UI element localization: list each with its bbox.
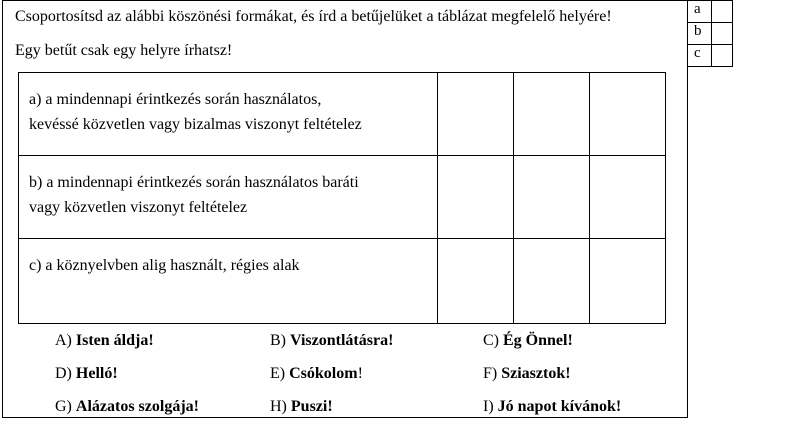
option-c: [483, 331, 573, 351]
score-box[interactable]: [712, 1, 733, 23]
category-text-line: a) a mindennapi érintkezés során használatos,: [29, 91, 322, 108]
score-table: [687, 0, 733, 67]
answer-cell[interactable]: [590, 73, 666, 156]
option-letter: D): [55, 365, 72, 382]
answer-cell[interactable]: [438, 73, 514, 156]
option-text: Csókolom: [289, 365, 358, 382]
instruction-line-1: Csoportosítsd az alábbi köszönési formákat, és írd a betűjelüket a táblázat megfelelő helyére!: [15, 8, 612, 25]
score-box[interactable]: [712, 45, 733, 67]
option-text: Alázatos szolgája!: [75, 398, 199, 415]
option-i: [483, 397, 621, 417]
option-text: Viszontlátásra!: [290, 332, 394, 349]
answer-cell[interactable]: [514, 73, 590, 156]
category-c-description: [19, 239, 438, 324]
category-text-line: c) a köznyelvben alig használt, régies alak: [29, 257, 300, 274]
answer-table: [18, 72, 666, 324]
option-g: [55, 397, 199, 417]
category-text-line: vagy közvetlen viszonyt feltételez: [29, 199, 248, 216]
option-letter: H): [270, 398, 287, 415]
category-b-description: [19, 156, 438, 239]
option-text: Sziasztok!: [501, 365, 571, 382]
category-a-description: [19, 73, 438, 156]
option-letter: C): [483, 332, 499, 349]
option-a: [55, 331, 154, 351]
score-label: c: [688, 45, 712, 67]
answer-cell[interactable]: [514, 239, 590, 324]
option-d: [55, 364, 118, 384]
option-h: [270, 397, 333, 417]
score-box[interactable]: [712, 23, 733, 45]
option-text: Helló!: [75, 365, 118, 382]
category-text-line: kevéssé közvetlen vagy bizalmas viszonyt feltételez: [29, 116, 362, 133]
table-row: [19, 239, 666, 324]
score-label: a: [688, 1, 712, 23]
option-text: Jó napot kívánok!: [497, 398, 622, 415]
option-e: [270, 364, 363, 384]
option-b: [270, 331, 393, 351]
option-letter: G): [55, 398, 72, 415]
option-text: Ég Önnel!: [503, 332, 573, 349]
answer-cell[interactable]: [438, 156, 514, 239]
answer-cell[interactable]: [590, 239, 666, 324]
option-letter: F): [483, 365, 498, 382]
score-row: [688, 1, 733, 23]
category-text-line: b) a mindennapi érintkezés során használatos baráti: [29, 174, 359, 191]
option-suffix: !: [357, 365, 363, 382]
option-letter: A): [55, 332, 72, 349]
score-label: b: [688, 23, 712, 45]
answer-cell[interactable]: [514, 156, 590, 239]
option-letter: B): [270, 332, 286, 349]
instruction-line-2: Egy betűt csak egy helyre írhatsz!: [15, 42, 233, 59]
score-row: [688, 23, 733, 45]
table-row: [19, 73, 666, 156]
option-letter: I): [483, 398, 494, 415]
answer-cell[interactable]: [590, 156, 666, 239]
score-row: [688, 45, 733, 67]
option-f: [483, 364, 571, 384]
option-text: Isten áldja!: [75, 332, 154, 349]
answer-cell[interactable]: [438, 239, 514, 324]
table-row: [19, 156, 666, 239]
option-text: Puszi!: [290, 398, 333, 415]
option-letter: E): [270, 365, 286, 382]
